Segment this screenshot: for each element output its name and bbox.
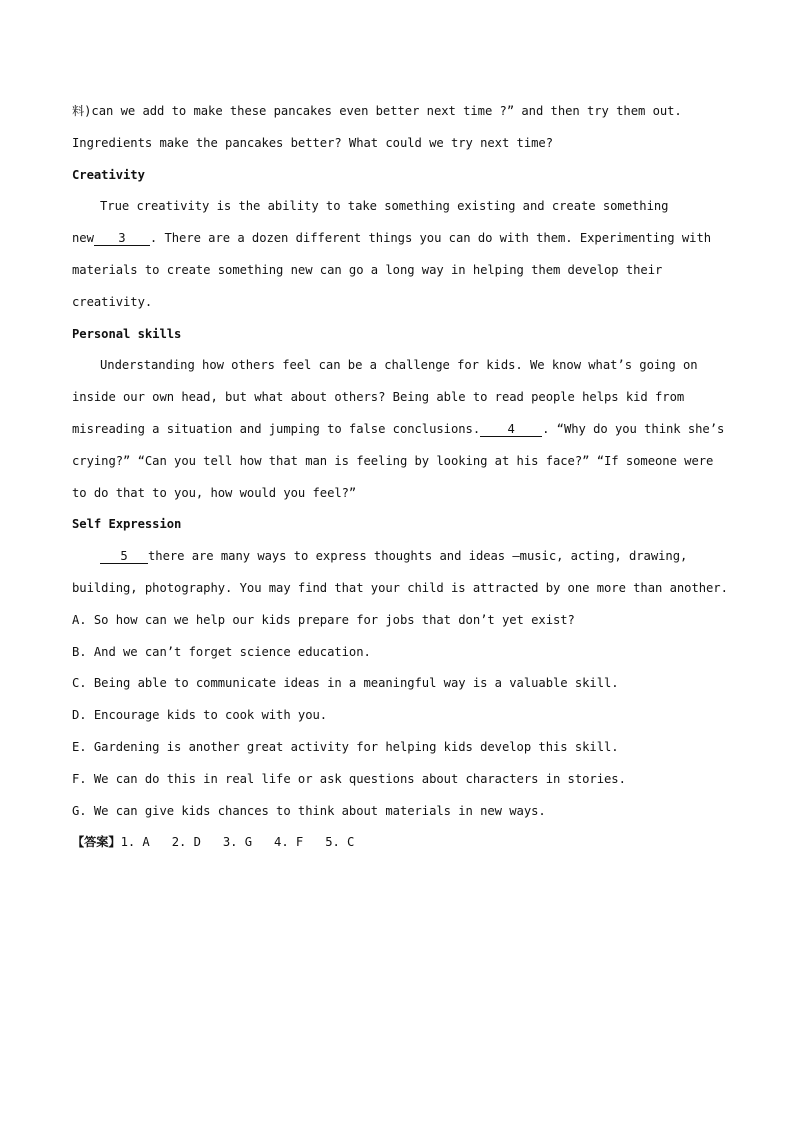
answer-key	[72, 827, 732, 859]
answer-blank-5: 5	[100, 549, 148, 564]
answer-item: 1. A	[120, 835, 150, 850]
text-line-with-blank	[72, 414, 732, 446]
text-line: True creativity is the ability to take something existing and create something	[100, 199, 669, 214]
text-line-with-blank	[72, 223, 732, 255]
answer-blank-4: 4	[480, 422, 542, 437]
option-c: C. Being able to communicate ideas in a meaningful way is a valuable skill.	[72, 676, 619, 691]
text-line: crying?” “Can you tell how that man is feeling by looking at his face?” “If someone were	[72, 453, 714, 468]
option-d: D. Encourage kids to cook with you.	[72, 708, 328, 723]
text-line: inside our own head, but what about others? Being able to read people helps kid from	[72, 390, 685, 405]
answer-item: 5. C	[325, 835, 355, 850]
option-e: E. Gardening is another great activity for helping kids develop this skill.	[72, 739, 619, 754]
answer-item: 4. F	[274, 835, 304, 850]
option-f: F. We can do this in real life or ask questions about characters in stories.	[72, 771, 626, 786]
option-g: G. We can give kids chances to think about materials in new ways.	[72, 803, 546, 818]
text-fragment: there are many ways to express thoughts and ideas –music, acting, drawing,	[148, 549, 688, 564]
text-line: Understanding how others feel can be a challenge for kids. We know what’s going on	[100, 358, 698, 373]
section-heading-creativity: Creativity	[72, 167, 145, 182]
option-a: A. So how can we help our kids prepare for jobs that don’t yet exist?	[72, 612, 575, 627]
answer-blank-3: 3	[94, 231, 150, 246]
section-heading-self-expression: Self Expression	[72, 517, 182, 532]
text-line: building, photography. You may find that your child is attracted by one more than another.	[72, 580, 728, 595]
text-fragment: . There are a dozen different things you can do with them. Experimenting with	[149, 231, 712, 246]
text-fragment: misreading a situation and jumping to false conclusions.	[72, 421, 481, 436]
text-fragment: . “Why do you think she’s	[542, 421, 725, 436]
answer-label: 【答案】	[72, 835, 121, 850]
answer-item: 3. G	[222, 835, 253, 850]
text-fragment: new	[72, 231, 94, 246]
text-line: creativity.	[72, 294, 153, 309]
document-page	[72, 96, 732, 859]
option-b: B. And we can’t forget science education.	[72, 644, 371, 659]
answer-item: 2. D	[171, 835, 201, 850]
text-line: materials to create something new can go a long way in helping them develop their	[72, 262, 663, 277]
text-line: Ingredients make the pancakes better? What could we try next time?	[72, 135, 553, 150]
text-line-with-blank	[72, 541, 732, 573]
text-line: to do that to you, how would you feel?”	[72, 485, 357, 500]
section-heading-personal-skills: Personal skills	[72, 326, 182, 341]
text-line: 料)can we add to make these pancakes even better next time ?” and then try them out.	[72, 104, 682, 118]
